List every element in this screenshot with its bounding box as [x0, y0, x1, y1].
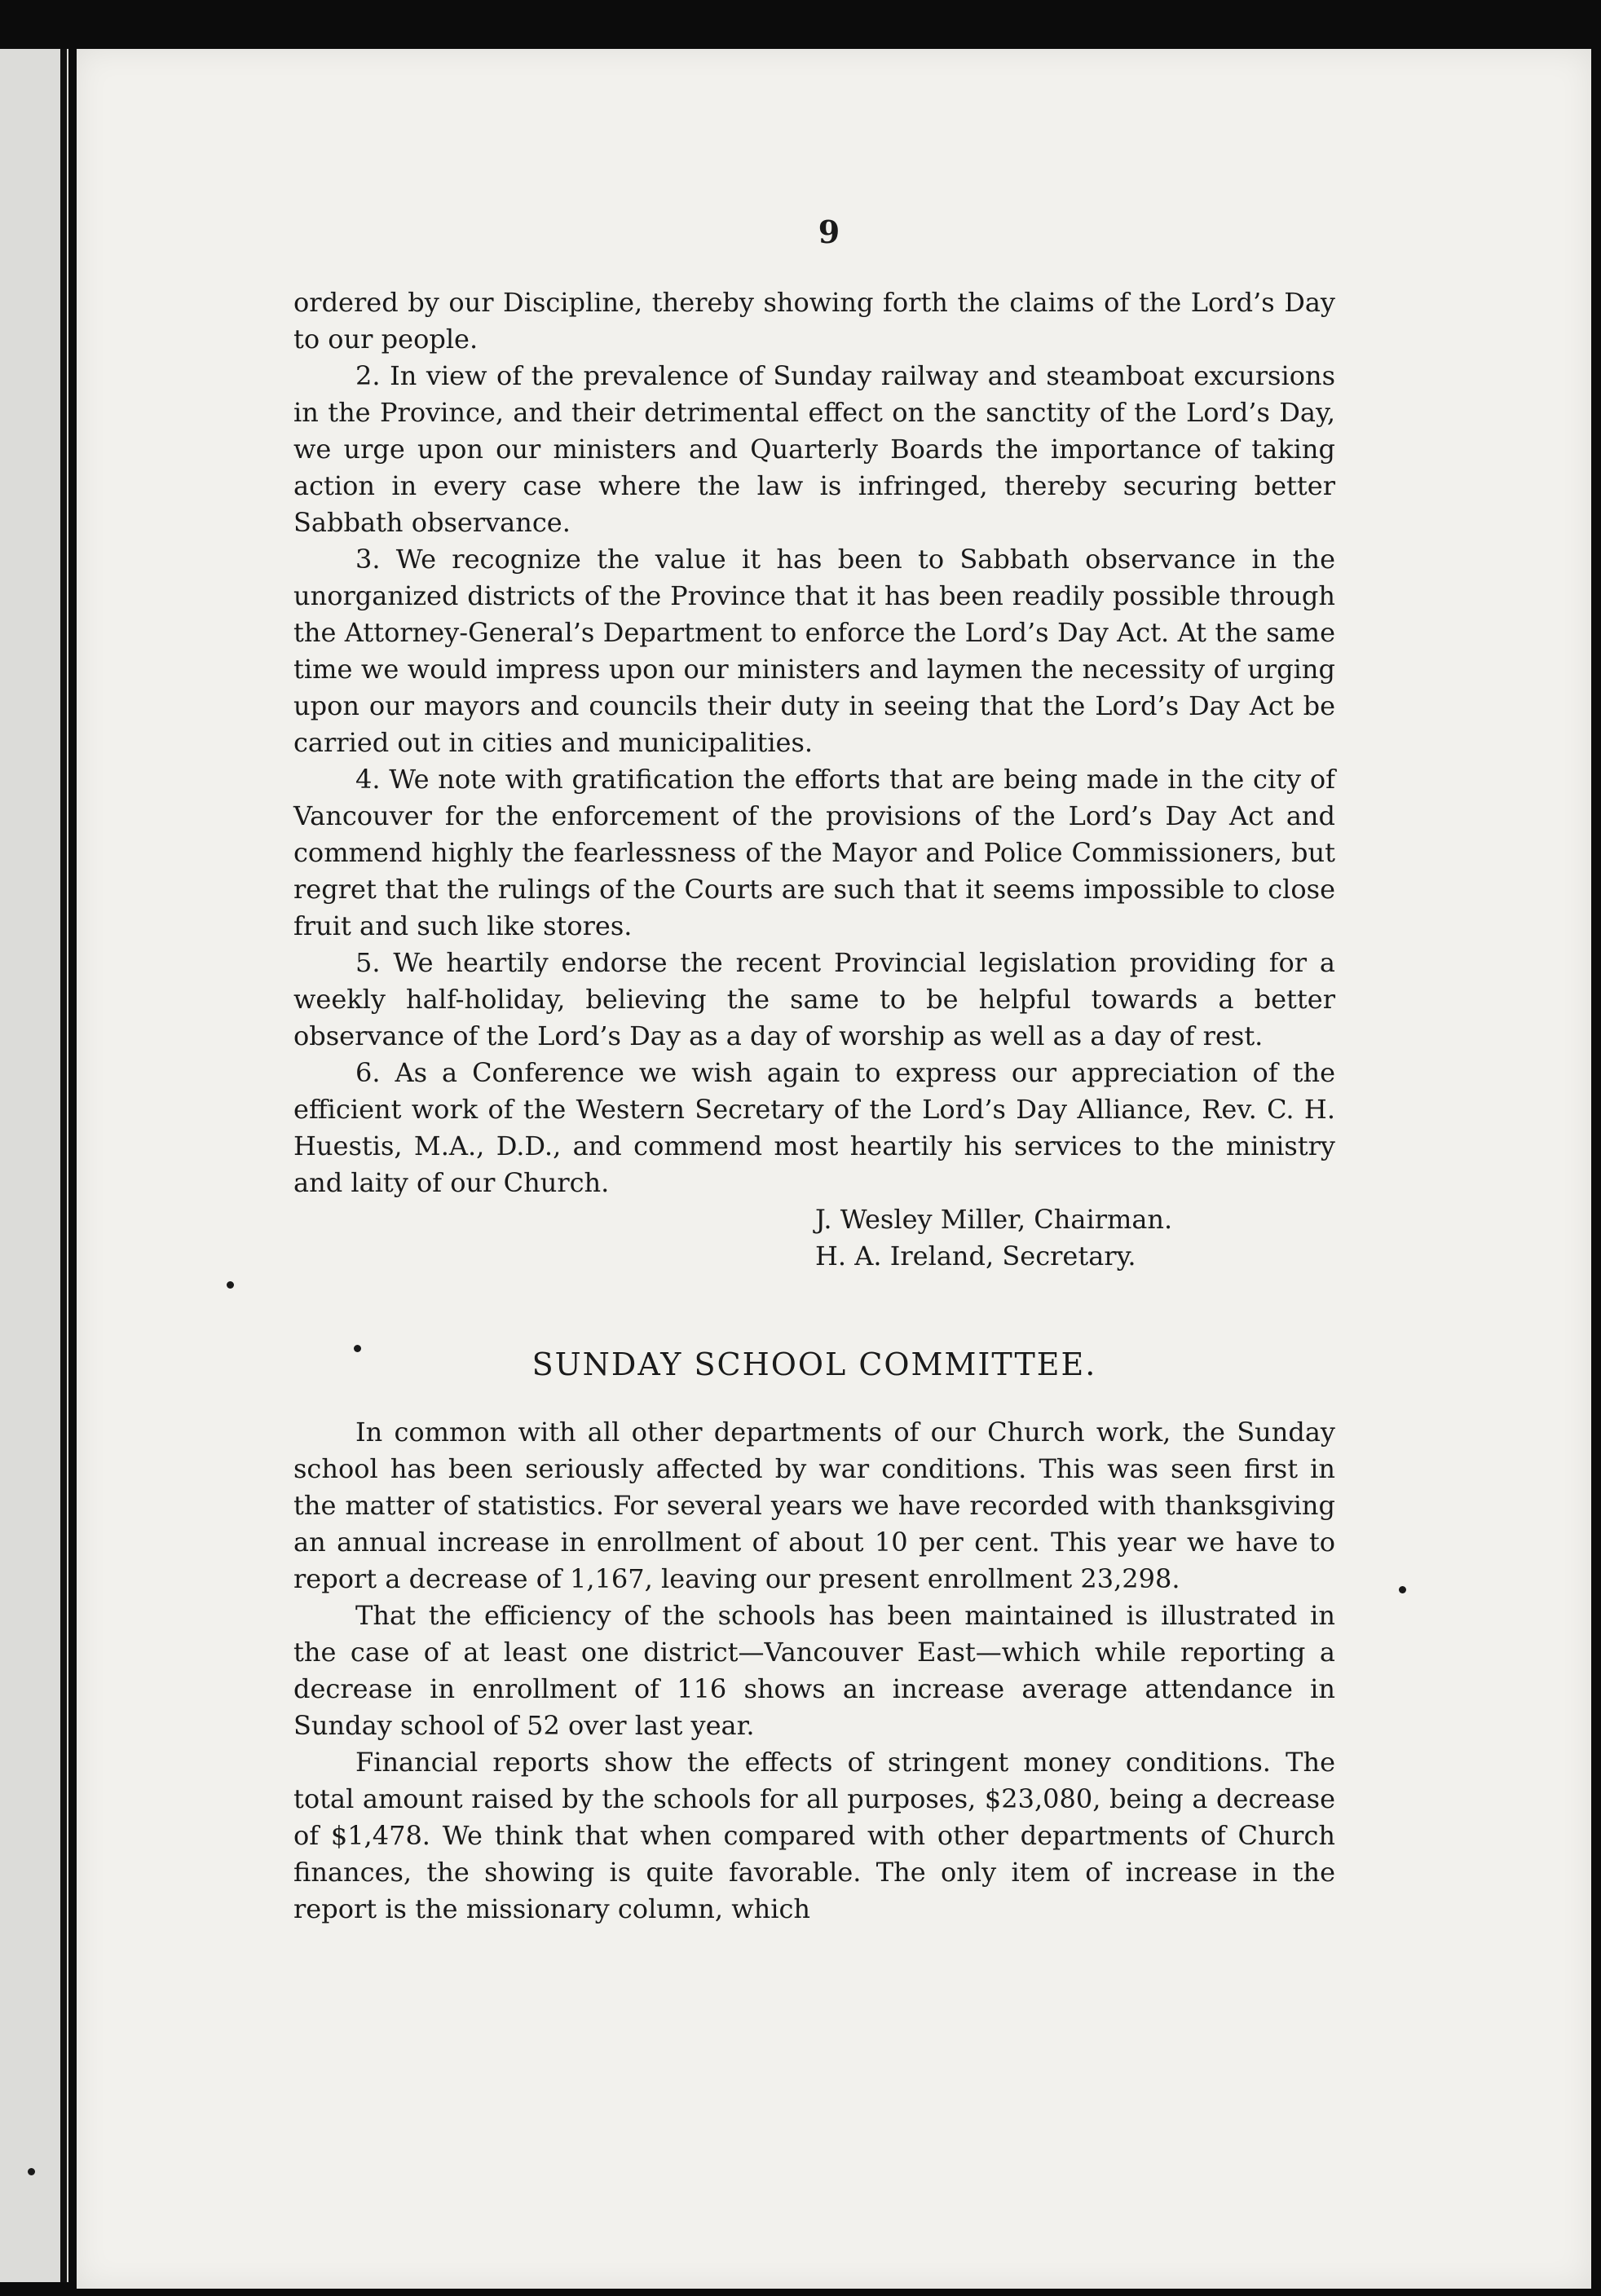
section-paragraph: Financial reports show the effects of stringent money conditions. The total amount raised by the schools for all purposes, $23,080, being a decrease of $1,478. We think that when compared with other departments of Church finances, the showing is quite favorable. The only item of increase in the report is the missionary column, which [293, 1747, 1335, 1924]
resolution-paragraph: 3. We recognize the value it has been to Sabbath observance in the unorganized districts of the Province that it has been readily possible through the Attorney-General’s Department to enforce the Lord’s Day Act. At the same time we would impress upon our ministers and laymen the necessity of urging upon our mayors and councils their duty in seeing that the Lord’s Day Act be carried out in cities and municipalities. [293, 544, 1335, 758]
secretary-signature: H. A. Ireland, Secretary. [815, 1241, 1136, 1271]
resolution-paragraph: 5. We heartily endorse the recent Provincial legislation providing for a weekly half-holiday, believing the same to be helpful towards a better observance of the Lord’s Day as a day of worship as well as a day of rest. [293, 947, 1335, 1051]
speck-mark [227, 1281, 234, 1289]
section-heading: SUNDAY SCHOOL COMMITTEE. [531, 1346, 1097, 1382]
binding-shadow [60, 49, 67, 2282]
chairman-signature: J. Wesley Miller, Chairman. [815, 1204, 1173, 1235]
signature-block [815, 1201, 1335, 1275]
resolution-paragraph: 2. In view of the prevalence of Sunday railway and steamboat excursions in the Province, and their detrimental effect on the sanctity of the Lord’s Day, we urge upon our ministers and Quarterly Boards the importance of taking action in every case where the law is infringed, thereby securing better Sabbath observance. [293, 360, 1335, 538]
speck-mark [28, 2168, 35, 2175]
page-body [293, 214, 1335, 1928]
section-paragraph: In common with all other departments of our Church work, the Sunday school has been seriously affected by war conditions. This was seen first in the matter of statistics. For several years we have recorded with thanksgiving an annual increase in enrollment of about 10 per cent. This year we have to report a decrease of 1,167, leaving our present enrollment 23,298. [293, 1417, 1335, 1594]
resolution-paragraph: 4. We note with gratification the efforts that are being made in the city of Vancouver for the enforcement of the provisions of the Lord’s Day Act and commend highly the fearlessness of the Mayor and Police Commissioners, but regret that the rulings of the Courts are such that it seems impossible to close fruit and such like stores. [293, 764, 1335, 941]
speck-mark [1399, 1586, 1406, 1593]
resolution-paragraph: 6. As a Conference we wish again to express our appreciation of the efficient work of the Western Secretary of the Lord’s Day Alliance, Rev. C. H. Huestis, M.A., D.D., and commend most heartily his services to the ministry and laity of our Church. [293, 1057, 1335, 1198]
adjacent-page-edge [0, 49, 68, 2282]
section-paragraph: That the efficiency of the schools has been maintained is illustrated in the case of at least one district—Vancouver East—which while reporting a decrease in enrollment of 116 shows an increase average attendance in Sunday school of 52 over last year. [293, 1600, 1335, 1741]
page-number: 9 [818, 214, 840, 250]
paragraph-continuation: ordered by our Discipline, thereby showing forth the claims of the Lord’s Day to our people. [293, 287, 1335, 355]
